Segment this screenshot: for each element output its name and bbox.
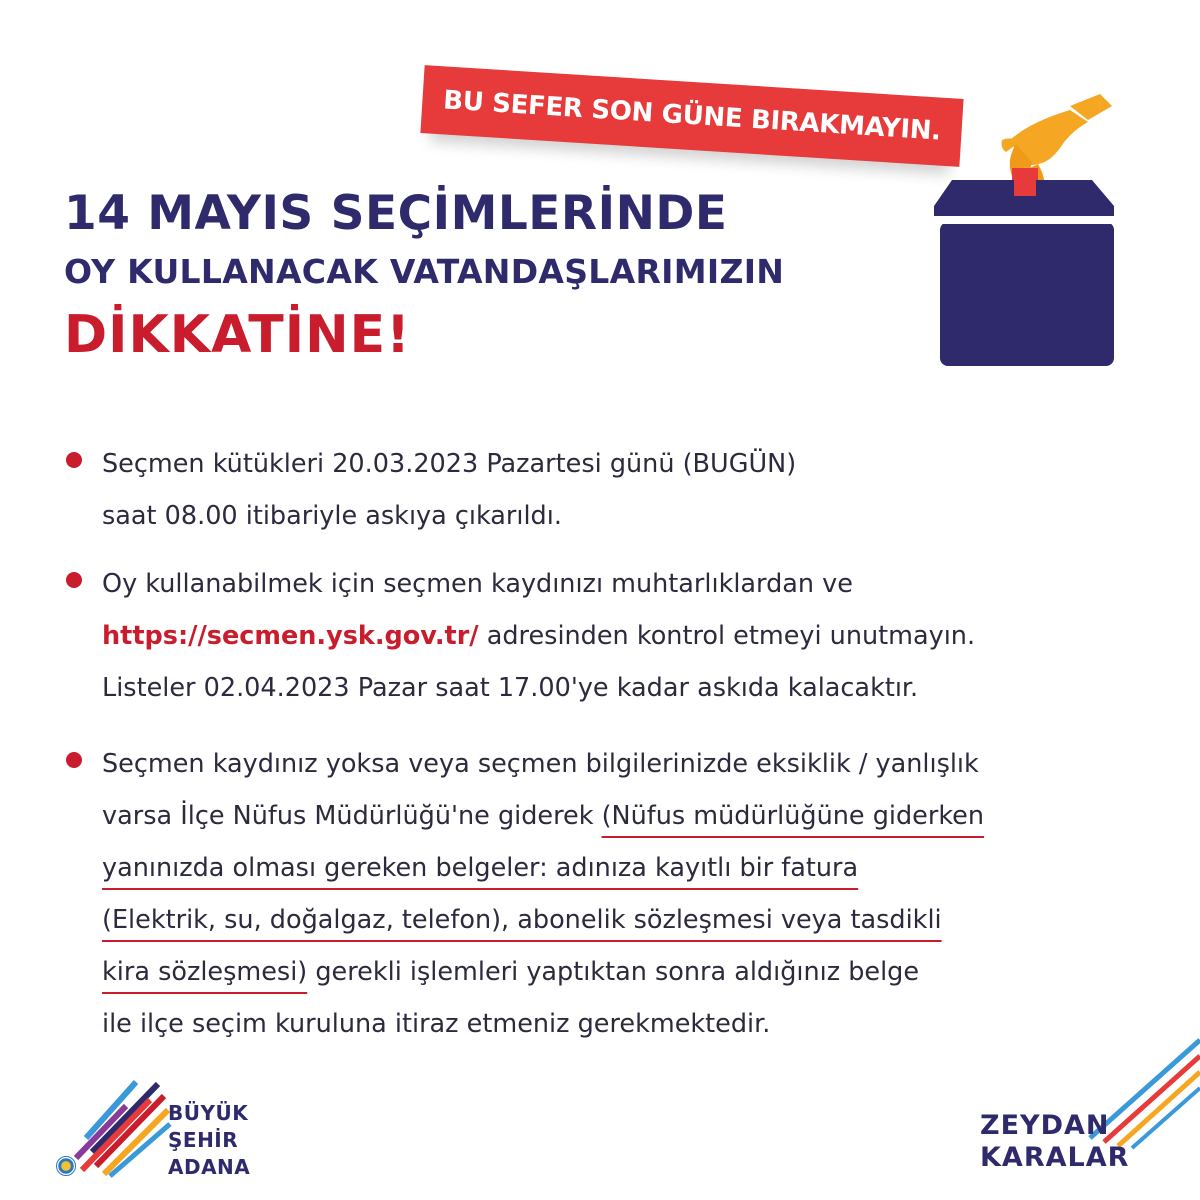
zk-logo-line: KARALAR [980, 1142, 1130, 1173]
bullet-line: saat 08.00 itibariyle askıya çıkarıldı. [102, 501, 562, 531]
info-bullet-1 [66, 438, 1176, 542]
bullet-text [102, 438, 1176, 542]
underlined-note: yanınızda olması gereken belgeler: adınıza kayıtlı bir fatura [102, 853, 859, 883]
adana-logo-line: BÜYÜK [168, 1101, 249, 1125]
bullet-text [102, 558, 1176, 714]
bullet-line [102, 842, 1176, 894]
bullet-line [102, 894, 1176, 946]
buyuksehir-adana-logo [46, 1078, 276, 1178]
ysk-link[interactable]: https://secmen.ysk.gov.tr/ [102, 621, 479, 651]
bullet-line: Oy kullanabilmek için seçmen kaydınızı muhtarlıklardan ve [102, 569, 853, 599]
bullet-dot [66, 452, 82, 468]
bullet-line-rest: gerekli işlemleri yaptıktan sonra aldığınız belge [307, 957, 920, 987]
bullet-line [102, 790, 1176, 842]
bullet-line: Seçmen kaydınız yoksa veya seçmen bilgilerinizde eksiklik / yanlışlık [102, 749, 979, 779]
ballot-box-icon [934, 180, 1114, 366]
headline-line-3: DİKKATİNE! [64, 305, 411, 365]
info-bullet-3 [66, 738, 1176, 1050]
headline-line-1: 14 MAYIS SEÇİMLERİNDE [64, 186, 728, 241]
bullet-dot [66, 572, 82, 588]
zk-logo-text [980, 1110, 1129, 1174]
adana-logo-text [168, 1100, 250, 1181]
bullet-line: Seçmen kütükleri 20.03.2023 Pazartesi günü (BUGÜN) [102, 449, 797, 479]
underlined-note: (Elektrik, su, doğalgaz, telefon), abonelik sözleşmesi veya tasdikli [102, 905, 942, 935]
bullet-dot [66, 752, 82, 768]
bullet-line: Listeler 02.04.2023 Pazar saat 17.00'ye kadar askıda kalacaktır. [102, 673, 919, 703]
zeydan-karalar-logo [960, 1030, 1200, 1200]
underlined-note: (Nüfus müdürlüğüne giderken [601, 801, 985, 831]
slogan-banner [420, 65, 963, 167]
underlined-note: kira sözleşmesi) [102, 957, 308, 987]
bullet-line-pre: varsa İlçe Nüfus Müdürlüğü'ne giderek [102, 801, 602, 831]
bullet-line [102, 610, 1176, 662]
adana-logo-line: ŞEHİR [168, 1128, 239, 1152]
municipality-seal-icon [56, 1156, 76, 1176]
headline [64, 186, 884, 368]
bullet-text [102, 738, 1176, 1050]
adana-logo-line: ADANA [168, 1155, 251, 1179]
bullet-line [102, 946, 1176, 998]
zk-logo-line: ZEYDAN [980, 1110, 1110, 1141]
banner-text: BU SEFER SON GÜNE BIRAKMAYIN. [442, 85, 942, 147]
bullet-line: ile ilçe seçim kuruluna itiraz etmeniz gerekmektedir. [102, 1009, 771, 1039]
ballot-illustration [920, 92, 1140, 372]
bullet-line-rest: adresinden kontrol etmeyi unutmayın. [478, 621, 976, 651]
headline-line-2: OY KULLANACAK VATANDAŞLARIMIZIN [64, 252, 785, 291]
info-bullet-2 [66, 558, 1176, 714]
